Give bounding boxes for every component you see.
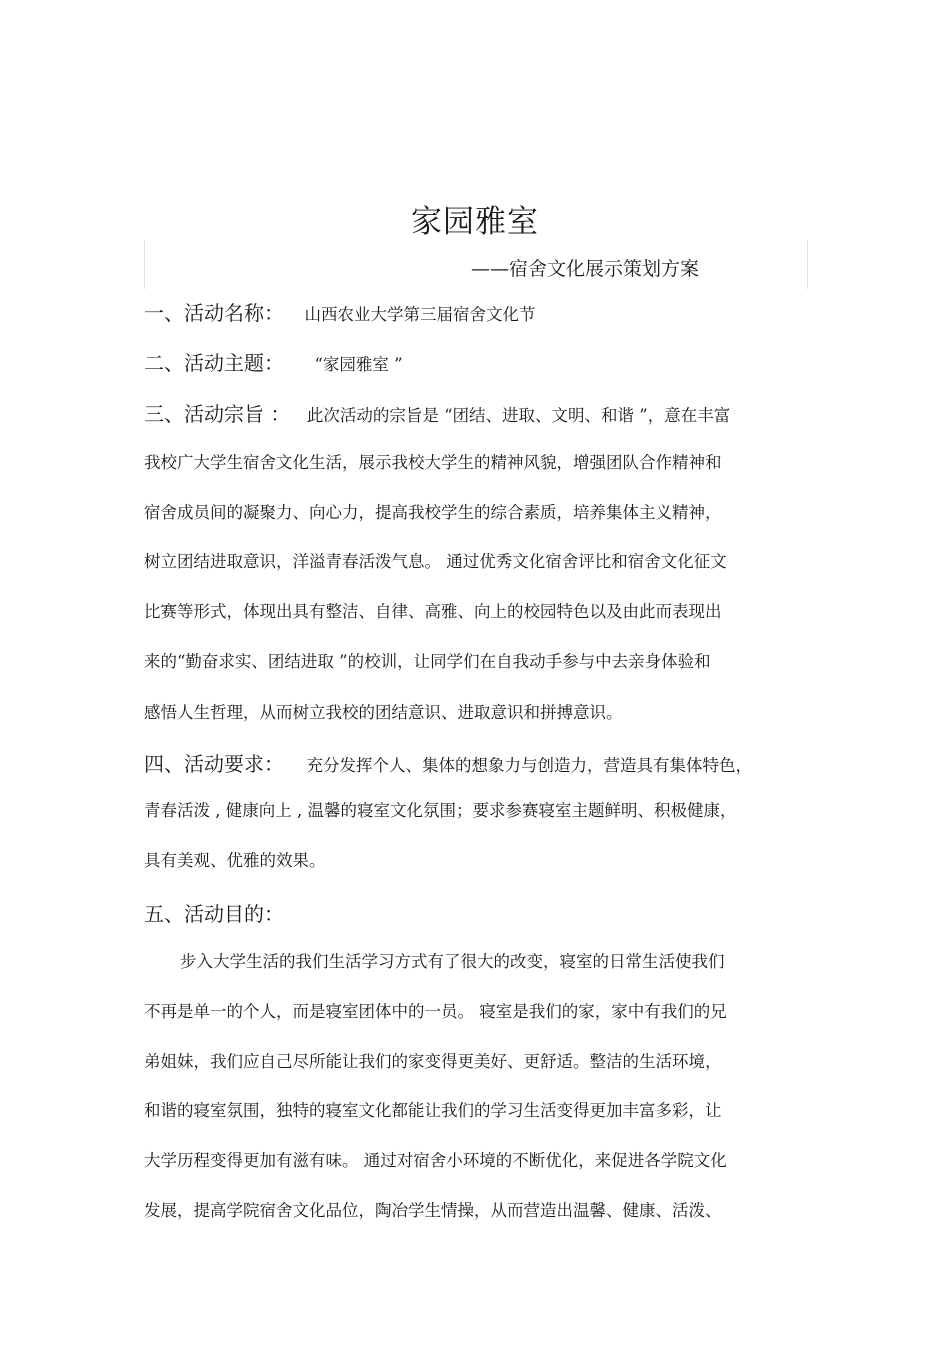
document-title: 家园雅室 bbox=[411, 204, 539, 240]
paragraph-line: 具有美观、优雅的效果。 bbox=[144, 851, 326, 870]
paragraph-line: 不再是单一的个人，而是寝室团体中的一员。 寝室是我们的家，家中有我们的兄 bbox=[144, 1002, 727, 1021]
paragraph-line: 和谐的寝室氛围，独特的寝室文化都能让我们的学习生活变得更加丰富多彩，让 bbox=[144, 1101, 722, 1120]
section-heading: 四、活动要求： bbox=[144, 752, 284, 776]
paragraph-line: 此次活动的宗旨是 “团结、进取、文明、和谐 ”，意在丰富 bbox=[306, 406, 731, 425]
section-activity-theme bbox=[144, 353, 403, 374]
paragraph-line: 比赛等形式，体现出具有整洁、自律、高雅、向上的校园特色以及由此而表现出 bbox=[144, 602, 722, 621]
section-heading: 二、活动主题： bbox=[144, 351, 284, 375]
paragraph-line: 大学历程变得更加有滋有味。 通过对宿舍小环境的不断优化，来促进各学院文化 bbox=[144, 1151, 727, 1170]
paragraph-line: 青春活泼 , 健康向上 , 温馨的寝室文化氛围；要求参赛寝室主题鲜明、积极健康， bbox=[144, 801, 737, 820]
subtitle-frame bbox=[144, 240, 808, 289]
section-activity-requirements bbox=[144, 754, 752, 775]
paragraph-line: 充分发挥个人、集体的想象力与创造力，营造具有集体特色， bbox=[306, 756, 752, 775]
section-heading: 一、活动名称： bbox=[144, 301, 284, 325]
section-content: 山西农业大学第三届宿舍文化节 bbox=[304, 305, 536, 324]
section-heading: 三、活动宗旨 ： bbox=[144, 402, 291, 426]
section-activity-name bbox=[144, 303, 536, 324]
paragraph-line: 感悟人生哲理，从而树立我校的团结意识、进取意识和拼搏意识。 bbox=[144, 703, 623, 722]
paragraph-line: 弟姐妹，我们应自己尽所能让我们的家变得更美好、更舒适。整洁的生活环境， bbox=[144, 1052, 722, 1071]
section-activity-goal bbox=[144, 904, 284, 925]
section-activity-purpose bbox=[144, 404, 730, 425]
paragraph-line: 步入大学生活的我们生活学习方式有了很大的改变，寝室的日常生活使我们 bbox=[180, 952, 725, 971]
paragraph-line: 宿舍成员间的凝聚力、向心力，提高我校学生的综合素质，培养集体主义精神， bbox=[144, 503, 722, 522]
paragraph-line: 来的“勤奋求实、团结进取 ”的校训，让同学们在自我动手参与中去亲身体验和 bbox=[144, 652, 711, 671]
paragraph-line: 我校广大学生宿舍文化生活，展示我校大学生的精神风貌，增强团队合作精神和 bbox=[144, 453, 722, 472]
paragraph-line: 发展，提高学院宿舍文化品位，陶冶学生情操，从而营造出温馨、健康、活泼、 bbox=[144, 1201, 722, 1220]
paragraph-line: 树立团结进取意识，洋溢青春活泼气息。 通过优秀文化宿舍评比和宿舍文化征文 bbox=[144, 552, 727, 571]
document-subtitle: ——宿舍文化展示策划方案 bbox=[471, 258, 700, 280]
section-heading: 五、活动目的： bbox=[144, 902, 284, 926]
section-content: “家园雅室 ” bbox=[314, 355, 403, 374]
